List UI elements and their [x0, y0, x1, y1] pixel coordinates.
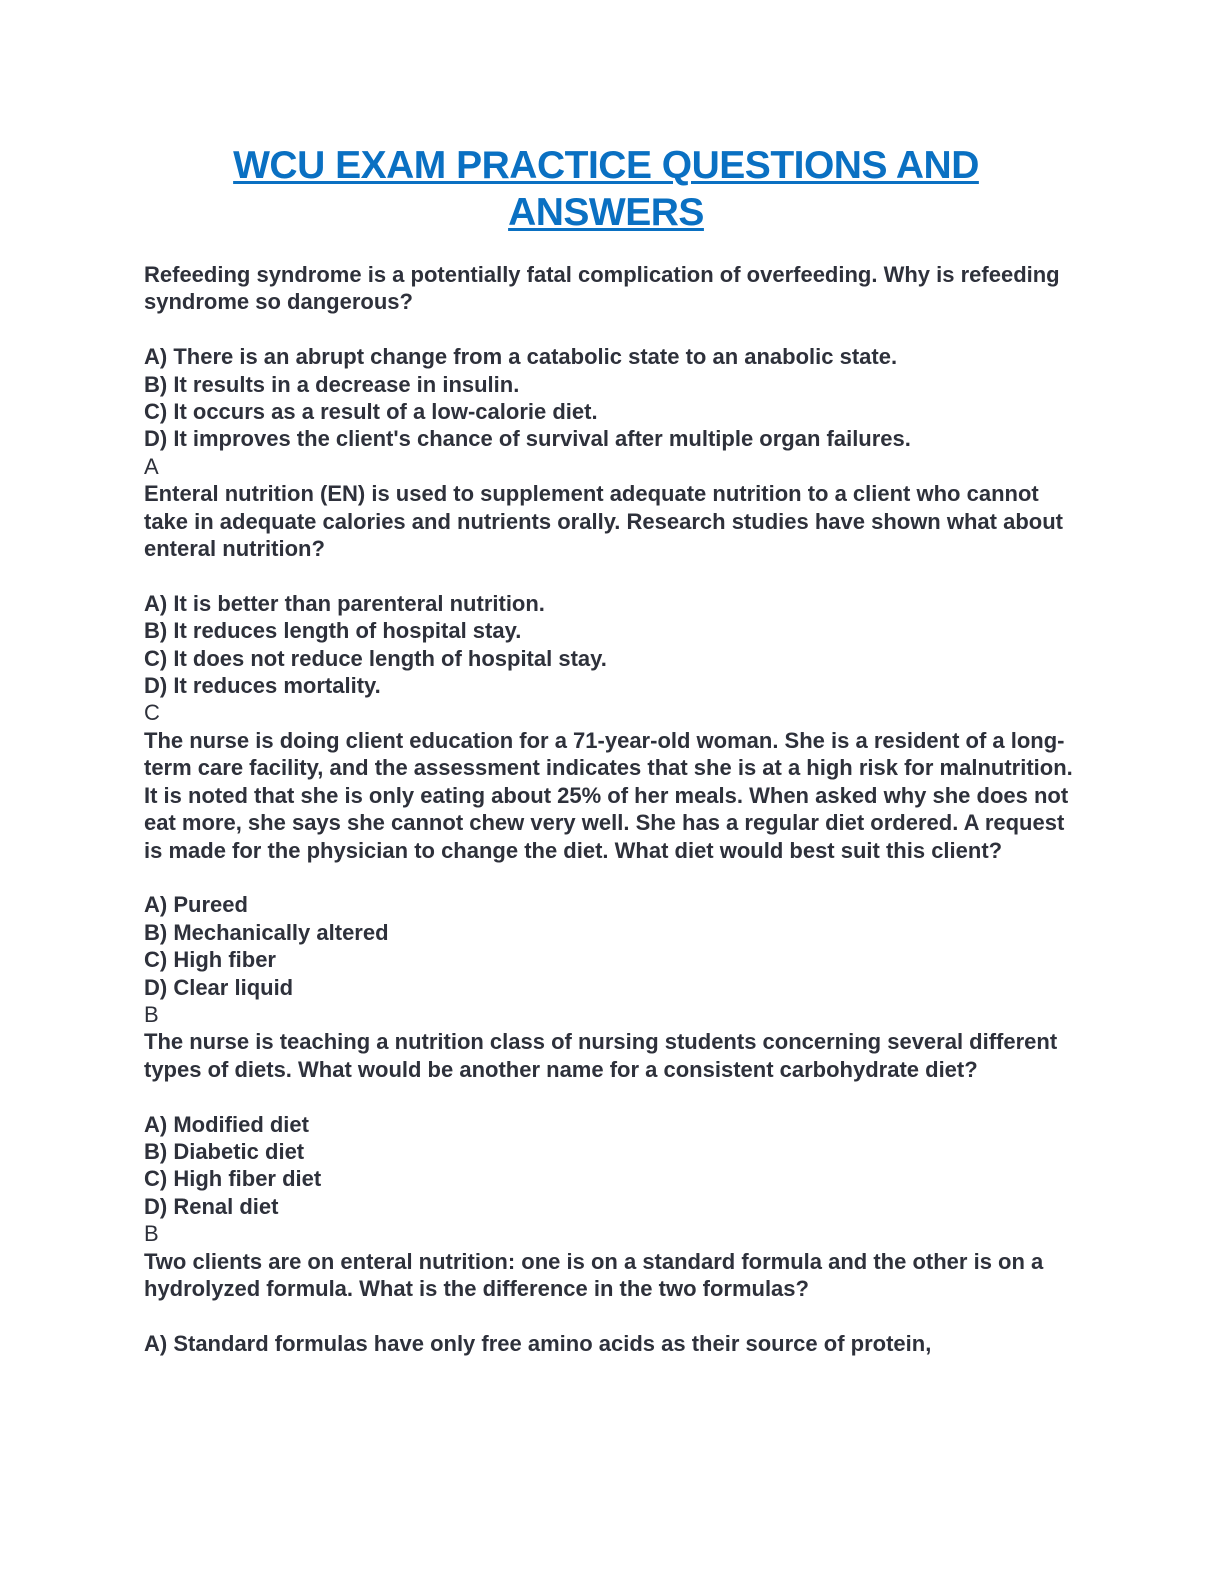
- option-d: D) Clear liquid: [144, 974, 294, 1000]
- question-text: The nurse is doing client education for a 71-year-old woman. She is a resident of a long-term care facility, and the assessment indicates that she is at a high risk for malnutrition. It is noted that she is only eating about 25% of her meals. When asked why she does not eat more, she says she cannot chew very well. She has a regular diet ordered. A request is made for the physician to change the diet. What diet would best suit this client?: [144, 727, 1073, 863]
- option-b: B) Mechanically altered: [144, 919, 389, 945]
- option-c: C) High fiber diet: [144, 1166, 322, 1192]
- option-a: A) There is an abrupt change from a catabolic state to an anabolic state.: [144, 344, 898, 370]
- option-a: A) It is better than parenteral nutrition.: [144, 590, 545, 616]
- option-c: C) It occurs as a result of a low-calorie diet.: [144, 399, 598, 425]
- question-block: [144, 727, 1074, 1028]
- question-list: [144, 261, 1074, 1357]
- option-a: A) Standard formulas have only free amino acids as their source of protein,: [144, 1330, 932, 1356]
- option-b: B) Diabetic diet: [144, 1138, 305, 1164]
- answer-key: A: [144, 453, 159, 479]
- question-block: [144, 480, 1074, 727]
- option-b: B) It reduces length of hospital stay.: [144, 618, 522, 644]
- question-text: The nurse is teaching a nutrition class of nursing students concerning several different types of diets. What would be another name for a consistent carbohydrate diet?: [144, 1029, 1058, 1082]
- option-d: D) It reduces mortality.: [144, 673, 381, 699]
- option-d: D) Renal diet: [144, 1193, 279, 1219]
- answer-key: B: [144, 1001, 159, 1027]
- question-block: [144, 1248, 1074, 1358]
- question-text: Two clients are on enteral nutrition: one is on a standard formula and the other is on a hydrolyzed formula. What is the difference in the two formulas?: [144, 1248, 1044, 1301]
- answer-key: C: [144, 700, 160, 726]
- option-a: A) Pureed: [144, 892, 248, 918]
- question-block: [144, 1028, 1074, 1247]
- option-c: C) It does not reduce length of hospital stay.: [144, 645, 607, 671]
- option-a: A) Modified diet: [144, 1111, 309, 1137]
- question-text: Refeeding syndrome is a potentially fatal complication of overfeeding. Why is refeeding syndrome so dangerous?: [144, 262, 1060, 315]
- question-block: [144, 261, 1074, 480]
- option-c: C) High fiber: [144, 947, 276, 973]
- document-title: WCU EXAM PRACTICE QUESTIONS AND ANSWERS: [233, 144, 979, 234]
- answer-key: B: [144, 1221, 159, 1247]
- option-d: D) It improves the client's chance of survival after multiple organ failures.: [144, 426, 911, 452]
- question-text: Enteral nutrition (EN) is used to supplement adequate nutrition to a client who cannot take in adequate calories and nutrients orally. Research studies have shown what about enteral nutrition?: [144, 481, 1063, 562]
- option-b: B) It results in a decrease in insulin.: [144, 371, 520, 397]
